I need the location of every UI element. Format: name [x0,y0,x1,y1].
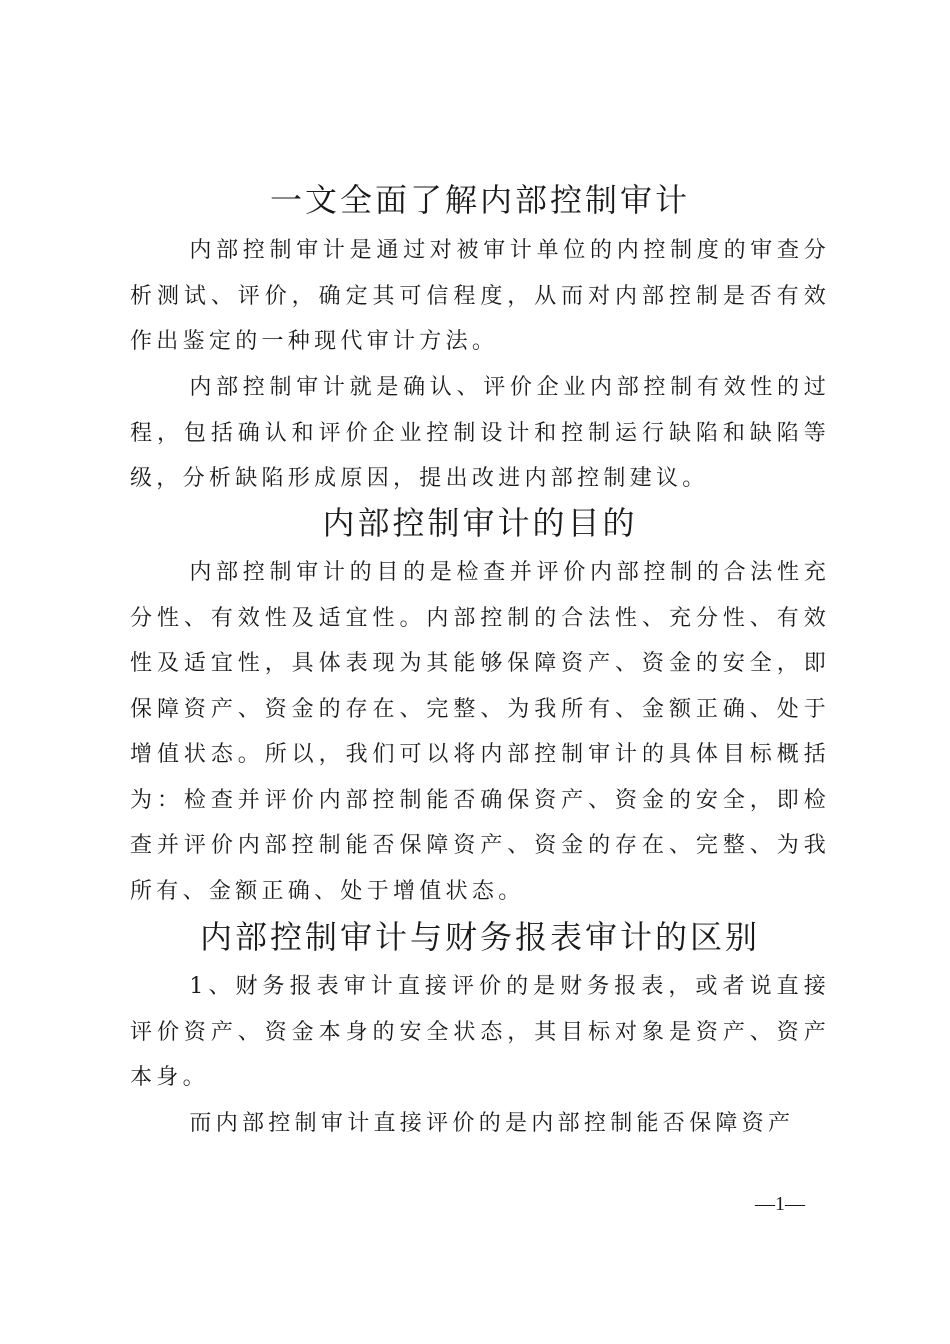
difference-paragraph-2: 而内部控制审计直接评价的是内部控制能否保障资产 [189,1111,795,1136]
document-title: 一文全面了解内部控制审计 [269,181,690,219]
intro-paragraph-2: 内部控制审计就是确认、评价企业内部控制有效性的过程，包括确认和评价企业控制设计和控制运行缺陷和缺陷等级，分析缺陷形成原因，提出改进内部控制建议。 [130,375,830,491]
page-number: —1— [755,1193,805,1215]
section-heading-purpose: 内部控制审计的目的 [322,504,638,542]
purpose-paragraph: 内部控制审计的目的是检查并评价内部控制的合法性充分性、有效性及适宜性。内部控制的合法性、充分性、有效性及适宜性，具体表现为其能够保障资产、资金的安全，即保障资产、资金的存在、完整、为我所有、金额正确、处于增值状态。所以，我们可以将内部控制审计的具体目标概括为：检查并评价内部控制能否确保资产、资金的安全，即检查并评价内部控制能否保障资产、资金的存在、完整、为我所有、金额正确、处于增值状态。 [130,560,830,904]
difference-paragraph-1: 1、财务报表审计直接评价的是财务报表，或者说直接评价资产、资金本身的安全状态，其目标对象是资产、资产本身。 [130,974,830,1090]
section-heading-difference: 内部控制审计与财务报表审计的区别 [199,918,760,956]
intro-paragraph-1: 内部控制审计是通过对被审计单位的内控制度的审查分析测试、评价，确定其可信程度，从而对内部控制是否有效作出鉴定的一种现代审计方法。 [130,238,830,354]
